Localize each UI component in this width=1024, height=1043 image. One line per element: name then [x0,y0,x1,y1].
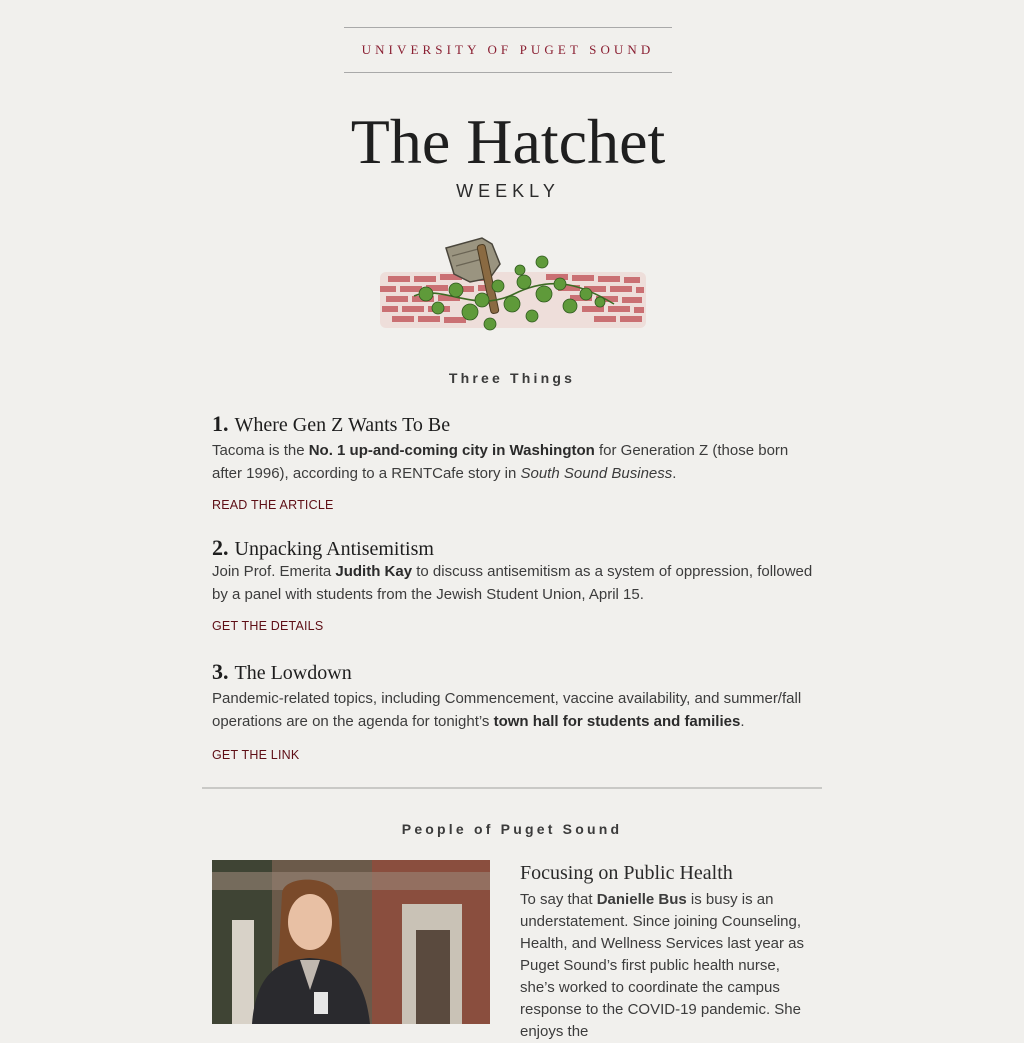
thing-1-body-text: Tacoma is the [212,442,309,459]
people-heading: People of Puget Sound [401,821,623,837]
university-name: UNIVERSITY OF PUGET SOUND [361,42,655,57]
university-masthead [344,27,672,73]
thing-2-body-text: Join Prof. Emerita [212,563,336,580]
thing-2-body-text-2: to discuss antisemitism as a system of oppression, followed by a panel with students from the Jewish Student Union, April 15. [212,563,813,603]
thing-2-number: 2. [212,535,229,560]
thing-3-title [212,659,352,685]
thing-1-body-link[interactable]: No. 1 up-and-coming city in Washington [308,442,595,459]
thing-3-number: 3. [212,659,229,684]
thing-3-body-text: Pandemic-related topics, including Commencement, vaccine availability, and summer/fall operations are on the agenda for tonight’s [212,690,802,730]
feature-body-text-2: is busy is an understatement. Since joining Counseling, Health, and Wellness Services last year as Puget Sound’s first public health nurse, she’s worked to coordinate the campus response to the COVID-19 pandemic. She enjoys the [520,891,805,1040]
feature-body [520,889,816,1043]
hatchet-brick-ivy-illustration [374,234,650,342]
section-divider [202,787,822,789]
three-things-heading: Three Things [448,370,576,386]
thing-2-title [212,535,434,561]
thing-1-title-text: Where Gen Z Wants To Be [234,414,451,436]
feature-person-name: Danielle Bus [596,891,687,908]
thing-2-body [212,561,820,606]
thing-1-title [212,411,450,437]
get-the-details-link[interactable]: GET THE DETAILS [212,619,324,633]
newsletter-title: The Hatchet [350,106,666,177]
thing-1-number: 1. [212,411,229,436]
get-the-link-link[interactable]: GET THE LINK [212,748,300,762]
thing-3-body-link[interactable]: town hall for students and families [493,712,741,730]
thing-3-body [212,688,820,733]
thing-2-title-text: Unpacking Antisemitism [234,538,434,560]
newsletter-subtitle: WEEKLY [456,181,560,201]
thing-3-body-text-2: . [740,712,745,730]
thing-1-body-text-3: . [672,464,677,482]
thing-2-body-link[interactable]: Judith Kay [335,563,413,580]
feature-title[interactable]: Focusing on Public Health [520,862,733,884]
thing-1-body [212,440,820,485]
read-the-article-link[interactable]: READ THE ARTICLE [212,498,334,512]
feature-body-text: To say that [520,891,597,908]
feature-photo[interactable] [212,860,490,1024]
thing-1-body-text-2: for Generation Z (those born after 1996), according to a RENTCafe story in [212,442,789,482]
thing-3-title-text: The Lowdown [234,662,352,684]
thing-1-publication: South Sound Business [520,464,673,482]
